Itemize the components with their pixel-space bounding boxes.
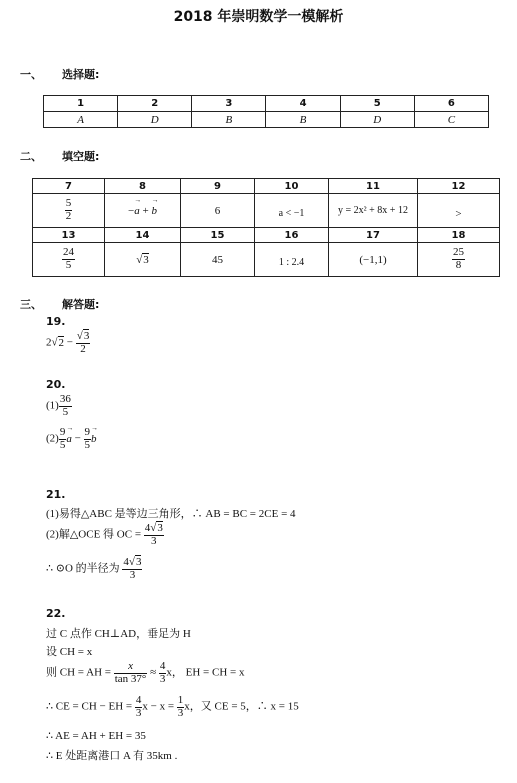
fill-answer-11: y = 2x² + 8x + 12 — [329, 194, 418, 228]
question-number: 14 — [105, 228, 181, 243]
question-22-line-6: ∴ E 处距离港口 A 有 35km . — [46, 750, 178, 762]
question-22-line-1: 过 C 点作 CH⊥AD，垂足为 H — [46, 628, 191, 640]
question-number: 17 — [329, 228, 418, 243]
fraction: $\frac{4}{3}$ — [135, 694, 142, 719]
question-19-label: 19. — [46, 315, 66, 328]
section-solution-heading — [20, 296, 99, 312]
fill-answer-18 — [418, 243, 500, 277]
fraction: $\frac{9}{5}$ — [59, 426, 66, 451]
question-number: 3 — [192, 96, 266, 112]
question-22-line-2: 设 CH = x — [46, 646, 93, 658]
fill-answer-9: 6 — [181, 194, 255, 228]
choice-answer-table — [43, 95, 489, 128]
vector-a: → a — [66, 433, 72, 445]
question-22-line-4: ∴ CE = CH − EH = $\frac{4}{3}$ x − x = $\frac{1}{3}$ x，又 CE = 5，∴ x = 15 — [46, 694, 299, 719]
fill-answer-17: (−1,1) — [329, 243, 418, 277]
question-number: 16 — [255, 228, 329, 243]
question-number: 4 — [266, 96, 340, 112]
question-number: 7 — [33, 179, 105, 194]
question-number: 11 — [329, 179, 418, 194]
question-number: 12 — [418, 179, 500, 194]
fraction: $\frac{x}{\tan 37^\circ}$ — [114, 660, 147, 685]
fill-answer-15: 45 — [181, 243, 255, 277]
fill-answer-13 — [33, 243, 105, 277]
section-number: 一、 — [20, 68, 42, 81]
choice-answer: B — [192, 112, 266, 128]
section-label: 填空题: — [62, 150, 100, 163]
fill-answer-10: a < −1 — [255, 194, 329, 228]
choice-answer: C — [414, 112, 488, 128]
fraction: $\frac{4√3}{3}$ — [123, 556, 142, 581]
fill-answer-12: > — [418, 194, 500, 228]
section-label: 选择题: — [62, 68, 100, 81]
fraction: $\frac{9}{5}$ — [84, 426, 91, 451]
question-number: 18 — [418, 228, 500, 243]
fraction: $\frac{5}{2}$ — [65, 197, 72, 222]
question-22-line-5: ∴ AE = AH + EH = 35 — [46, 730, 146, 742]
section-number: 三、 — [20, 298, 42, 311]
question-21-line-1: (1)易得△ABC 是等边三角形，∴ AB = BC = 2CE = 4 — [46, 508, 296, 520]
fill-answer-16: 1 : 2.4 — [255, 243, 329, 277]
fill-answer-table — [32, 178, 500, 277]
section-label: 解答题: — [62, 298, 100, 311]
question-22-label: 22. — [46, 607, 66, 620]
question-number: 13 — [33, 228, 105, 243]
question-number: 1 — [44, 96, 118, 112]
fraction: $\frac{√3}{2}$ — [76, 330, 90, 355]
question-number: 15 — [181, 228, 255, 243]
page-title: 2018 年崇明数学一模解析 — [173, 9, 344, 25]
vector-b: → b — [151, 205, 157, 217]
question-number: 10 — [255, 179, 329, 194]
choice-answer: D — [118, 112, 192, 128]
question-number: 5 — [340, 96, 414, 112]
choice-answer: A — [44, 112, 118, 128]
question-21-line-2: (2)解△OCE 得 OC = $\frac{4√3}{3}$ — [46, 522, 163, 547]
section-number: 二、 — [20, 150, 42, 163]
fraction: $\frac{25}{8}$ — [453, 246, 464, 271]
choice-answer: D — [340, 112, 414, 128]
fraction: $\frac{4√3}{3}$ — [144, 522, 163, 547]
vector-b: → b — [91, 433, 97, 445]
fraction: $\frac{4}{3}$ — [159, 660, 166, 685]
fraction: $\frac{1}{3}$ — [177, 694, 184, 719]
section-choice-heading — [20, 66, 99, 82]
question-22-line-3: 则 CH = AH = $\frac{x}{\tan 37^\circ}$ ≈ $\frac{4}{3}$ x， EH = CH = x — [46, 660, 245, 685]
section-fill-heading — [20, 148, 99, 164]
question-21-line-3: ∴ ⊙O 的半径为 $\frac{4√3}{3}$ — [46, 556, 142, 581]
choice-answer: B — [266, 112, 340, 128]
fill-answer-14: √3 — [105, 243, 181, 277]
fill-answer-7 — [33, 194, 105, 228]
fraction: $\frac{24}{5}$ — [63, 246, 74, 271]
question-20-part-2: (2) $\frac{9}{5}$ → a − $\frac{9}{5}$ → b — [46, 427, 97, 451]
question-20-part-1: (1) $\frac{36}{5}$ — [46, 393, 71, 418]
question-21-label: 21. — [46, 488, 66, 501]
question-20-label: 20. — [46, 378, 66, 391]
fraction: $\frac{36}{5}$ — [59, 393, 71, 418]
question-number: 8 — [105, 179, 181, 194]
question-number: 6 — [414, 96, 488, 112]
question-number: 9 — [181, 179, 255, 194]
question-number: 2 — [118, 96, 192, 112]
question-19-answer: 2√2 − $\frac{√3}{2}$ — [46, 330, 90, 355]
fill-answer-8: −→ a + → b — [105, 194, 181, 228]
vector-a: → a — [134, 205, 140, 217]
